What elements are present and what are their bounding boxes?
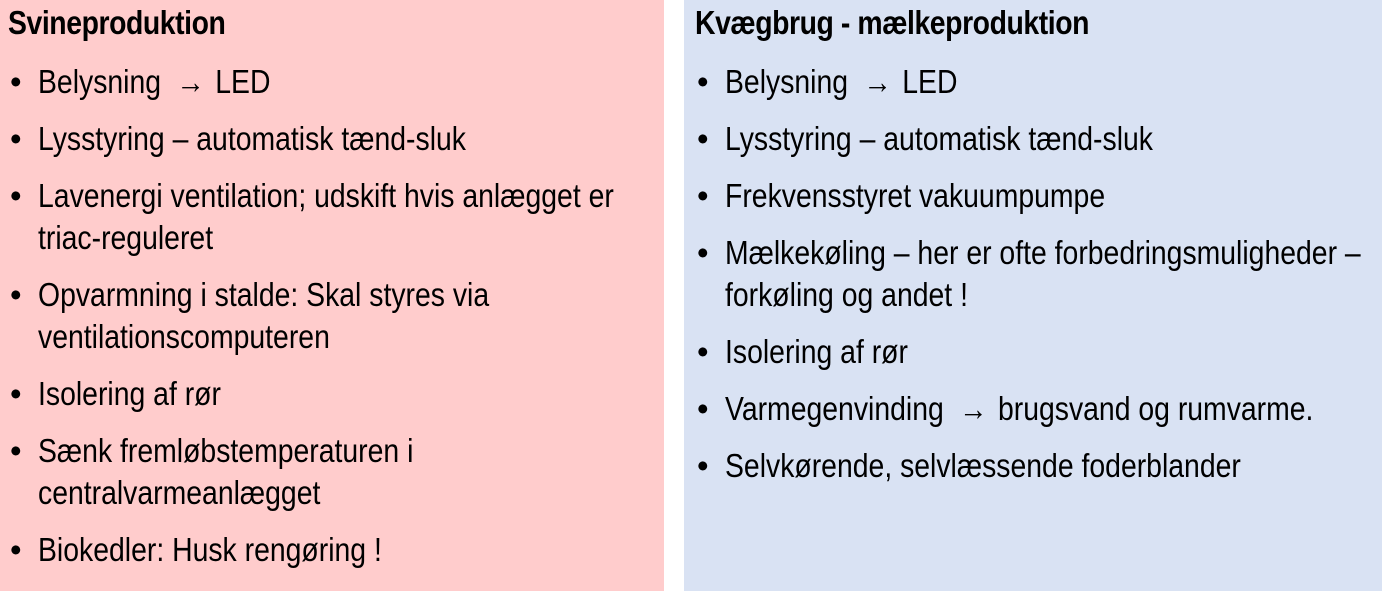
list-item-text: Biokedler: Husk rengøring ! <box>38 531 382 568</box>
dairy-production-panel <box>684 0 1382 591</box>
pig-production-panel <box>0 0 664 591</box>
arrow-right-icon: → <box>176 63 205 100</box>
list-item <box>8 430 664 514</box>
list-item <box>695 118 1382 160</box>
list-item <box>695 331 1382 373</box>
list-item <box>695 61 1382 103</box>
list-item-text: Belysning <box>38 63 162 100</box>
list-item <box>8 175 664 259</box>
list-item <box>8 373 664 415</box>
list-item-text: Belysning <box>725 63 849 100</box>
bullet-icon: • <box>697 390 709 427</box>
bullet-icon: • <box>697 333 709 370</box>
list-item-text: Frekvensstyret vakuumpumpe <box>725 177 1106 214</box>
bullet-icon: • <box>10 120 22 157</box>
list-item-text: Selvkørende, selvlæssende foderblander <box>725 447 1241 484</box>
bullet-icon: • <box>10 177 22 214</box>
bullet-icon: • <box>697 234 709 271</box>
bullet-icon: • <box>10 375 22 412</box>
list-item-text: Sænk fremløbstemperaturen i centralvarmeanlægget <box>38 432 414 511</box>
bullet-icon: • <box>697 63 709 100</box>
list-item-text: brugsvand og rumvarme. <box>997 390 1314 427</box>
list-item-text: Isolering af rør <box>38 375 221 412</box>
dairy-production-list <box>695 61 1382 487</box>
list-item <box>695 232 1382 316</box>
list-item <box>8 61 664 103</box>
list-item <box>695 388 1382 430</box>
pig-production-title: Svineproduktion <box>8 4 226 41</box>
bullet-icon: • <box>10 63 22 100</box>
list-item-text: Opvarmning i stalde: Skal styres via ventilationscomputeren <box>38 276 490 355</box>
list-item <box>8 274 664 358</box>
bullet-icon: • <box>10 432 22 469</box>
bullet-icon: • <box>697 447 709 484</box>
list-item-text: Mælkekøling – her er ofte forbedringsmuligheder – forkøling og andet ! <box>725 234 1361 313</box>
list-item <box>695 445 1382 487</box>
bullet-icon: • <box>697 177 709 214</box>
list-item-text: Isolering af rør <box>725 333 908 370</box>
list-item <box>695 175 1382 217</box>
bullet-icon: • <box>697 120 709 157</box>
list-item-text: Varmegenvinding <box>725 390 944 427</box>
bullet-icon: • <box>10 531 22 568</box>
list-item-text: Lavenergi ventilation; udskift hvis anlægget er triac-reguleret <box>38 177 614 256</box>
arrow-right-icon: → <box>959 390 988 427</box>
pig-production-list <box>8 61 664 571</box>
arrow-right-icon: → <box>863 63 892 100</box>
bullet-icon: • <box>10 276 22 313</box>
dairy-production-title: Kvægbrug - mælkeproduktion <box>695 4 1090 41</box>
list-item <box>8 529 664 571</box>
list-item-text: LED <box>215 63 271 100</box>
list-item-text: Lysstyring – automatisk tænd-sluk <box>38 120 466 157</box>
list-item-text: LED <box>902 63 958 100</box>
list-item <box>8 118 664 160</box>
list-item-text: Lysstyring – automatisk tænd-sluk <box>725 120 1153 157</box>
